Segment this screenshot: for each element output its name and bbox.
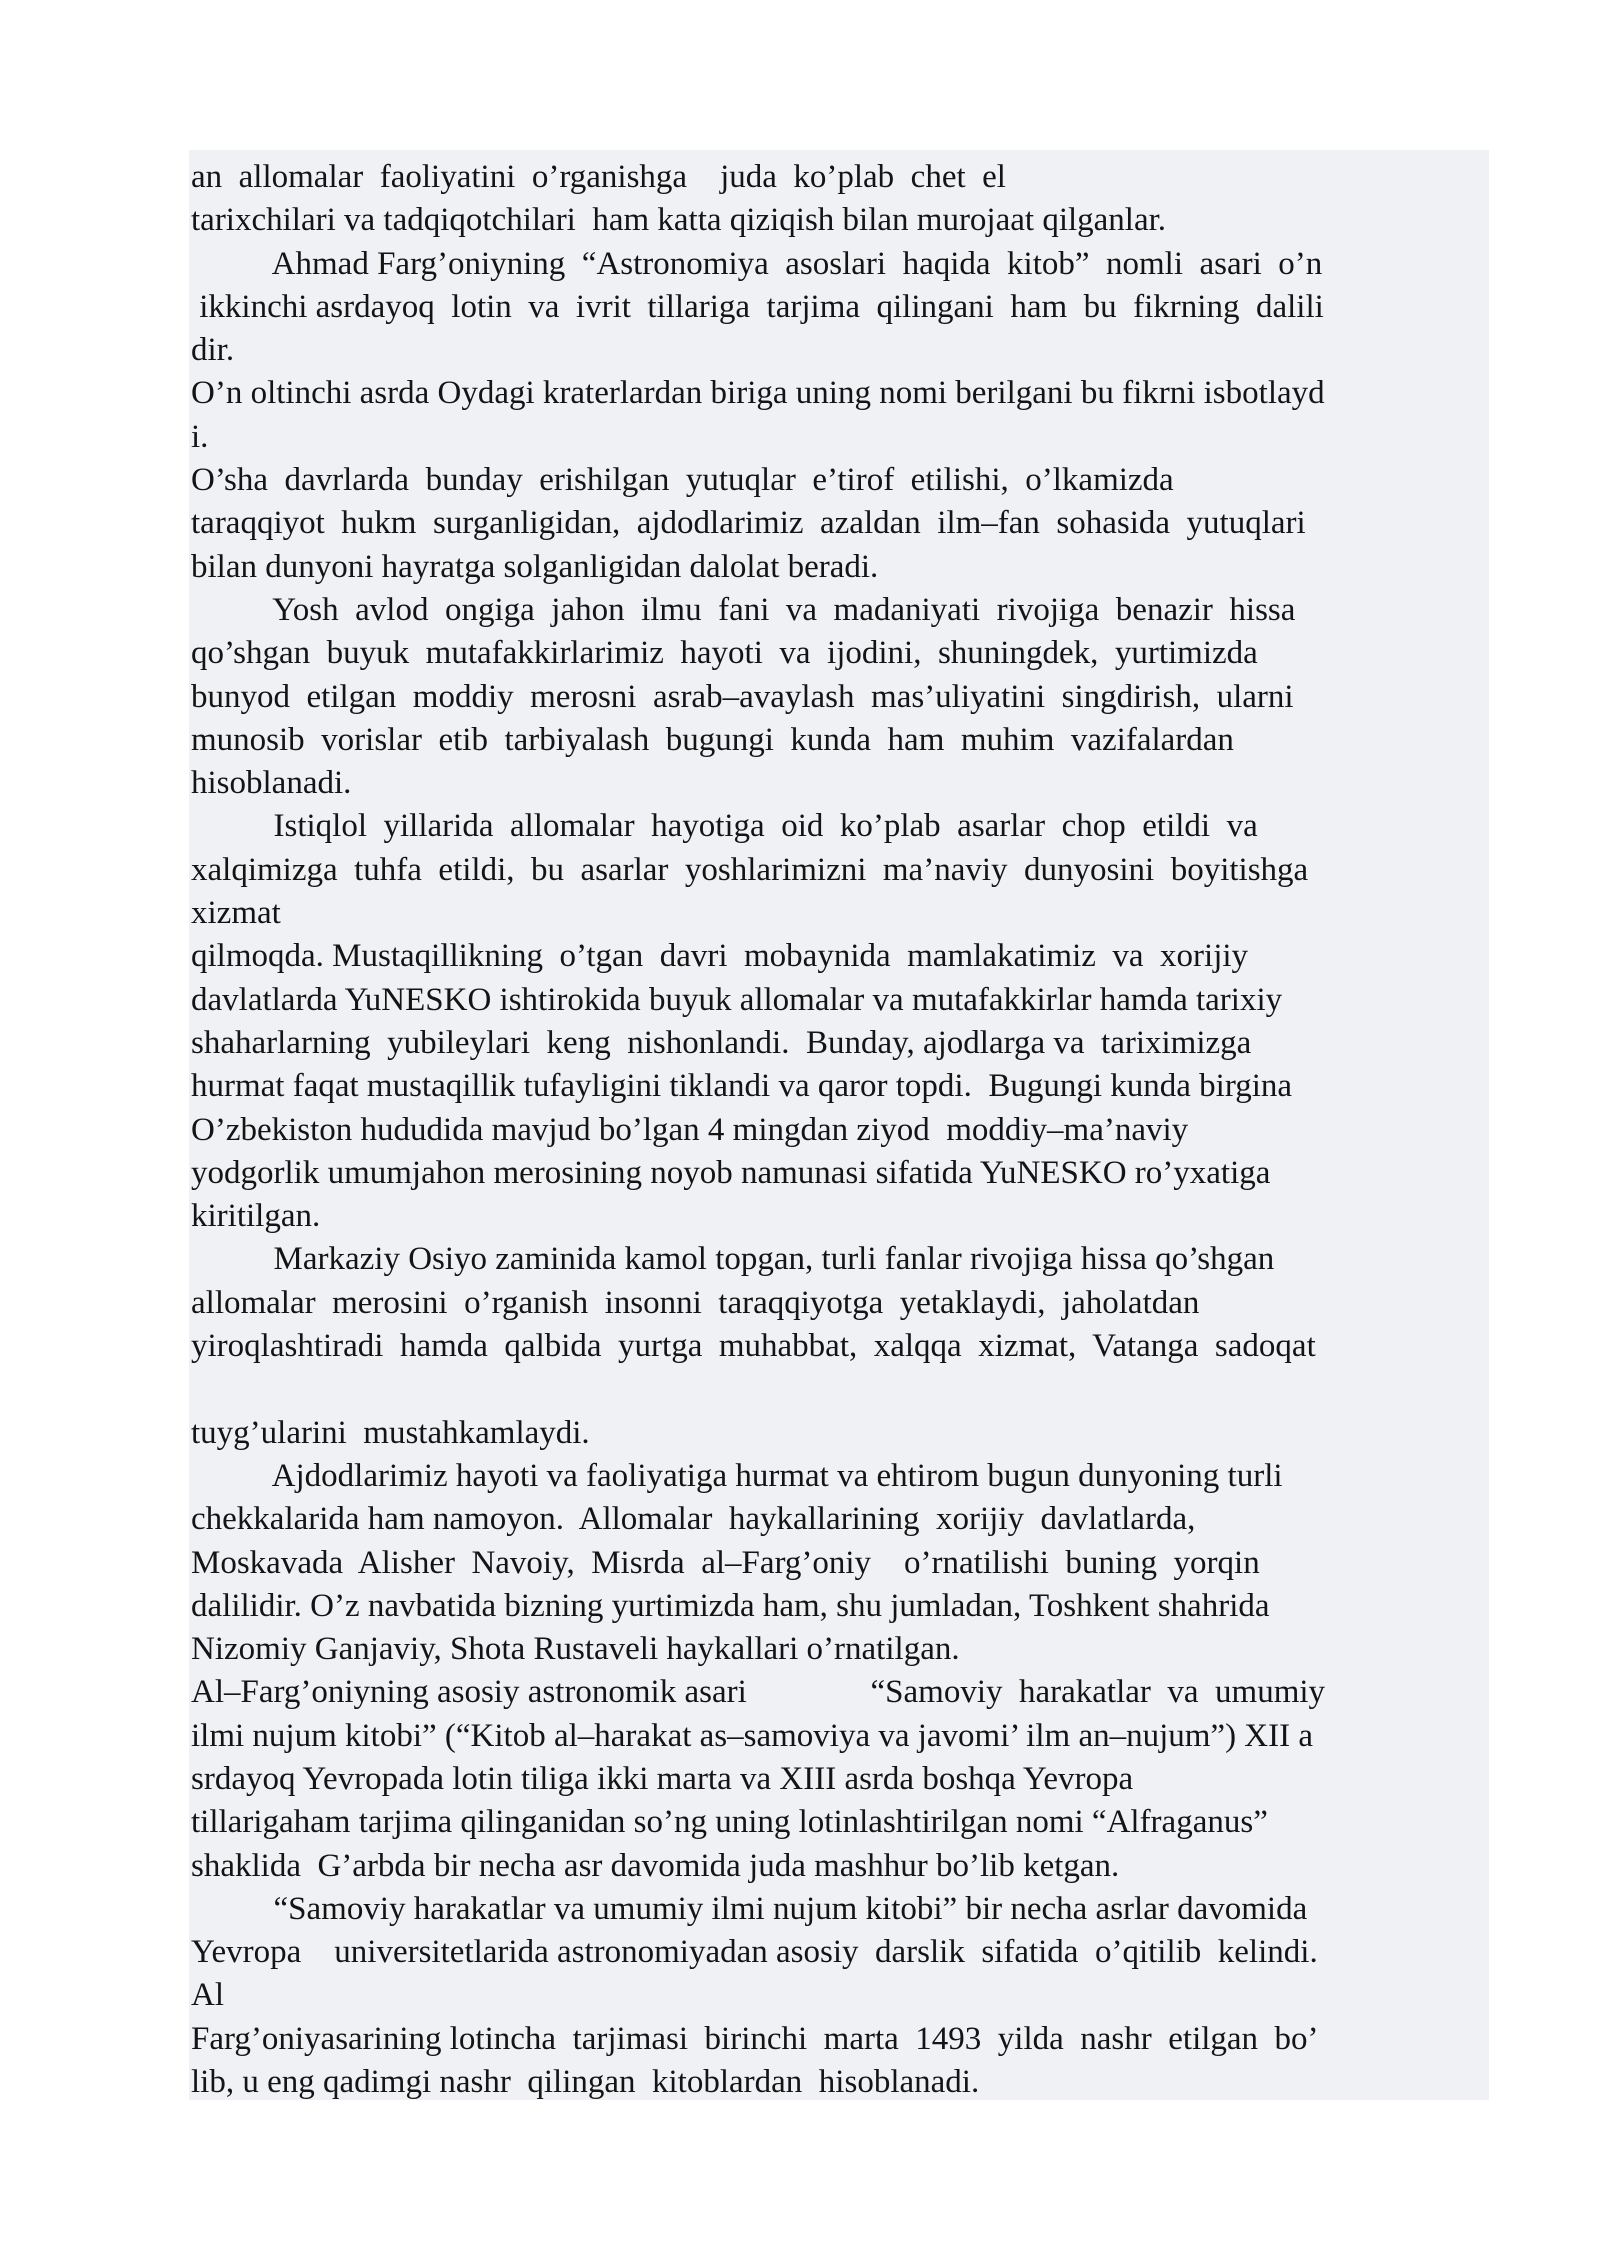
text-line: O’sha davrlarda bunday erishilgan yutuqlar e’tirof etilishi, o’lkamizda	[191, 462, 1174, 499]
text-line: Yevropa universitetlarida astronomiyadan asosiy darslik sifatida o’qitilib kelindi.	[191, 1934, 1318, 1971]
text-line: Ajdodlarimiz hayoti va faoliyatiga hurmat va ehtirom bugun dunyoning turli	[191, 1457, 1283, 1494]
text-line: dir.	[191, 332, 235, 369]
text-line: xizmat	[191, 895, 281, 932]
text-line: bunyod etilgan moddiy merosni asrab–avaylash mas’uliyatini singdirish, ularni	[191, 678, 1294, 715]
text-line: Moskavada Alisher Navoiy, Misrda al–Farg’oniy o’rnatilishi buning yorqin	[191, 1544, 1260, 1581]
text-line: dalilidir. O’z navbatida bizning yurtimizda ham, shu jumladan, Toshkent shahrida	[191, 1587, 1270, 1624]
text-line: srdayoq Yevropada lotin tiliga ikki marta va XIII asrda boshqa Yevropa	[191, 1760, 1134, 1797]
text-line: shaklida G’arbda bir necha asr davomida juda mashhur bo’lib ketgan.	[191, 1847, 1120, 1884]
text-line: chekkalarida ham namoyon. Allomalar haykallarining xorijiy davlatlarda,	[191, 1501, 1196, 1538]
text-line: an allomalar faoliyatini o’rganishga juda ko’plab chet el	[191, 159, 1006, 195]
text-line: “Samoviy harakatlar va umumiy ilmi nujum kitobi” bir necha asrlar davomida	[191, 1890, 1308, 1927]
text-line: tuyg’ularini mustahkamlaydi.	[191, 1414, 590, 1451]
text-line: Markaziy Osiyo zaminida kamol topgan, turli fanlar rivojiga hissa qo’shgan	[191, 1241, 1275, 1278]
text-line: yodgorlik umumjahon merosining noyob namunasi sifatida YuNESKO ro’yxatiga	[191, 1154, 1271, 1191]
text-line: Istiqlol yillarida allomalar hayotiga oid ko’plab asarlar chop etildi va	[191, 808, 1258, 845]
text-line: xalqimizga tuhfa etildi, bu asarlar yoshlarimizni ma’naviy dunyosini boyitishga	[191, 851, 1309, 888]
text-line: qilmoqda. Mustaqillikning o’tgan davri mobaynida mamlakatimiz va xorijiy	[191, 938, 1249, 975]
text-line: Al	[191, 1977, 224, 2014]
document-body	[191, 156, 1489, 2104]
text-line: Yosh avlod ongiga jahon ilmu fani va madaniyati rivojiga benazir hissa	[191, 591, 1296, 628]
text-line: taraqqiyot hukm surganligidan, ajdodlarimiz azaldan ilm–fan sohasida yutuqlari	[191, 505, 1306, 542]
text-line: tillarigaham tarjima qilinganidan so’ng uning lotinlashtirilgan nomi “Alfraganus”	[191, 1804, 1268, 1841]
text-line: ikkinchi asrdayoq lotin va ivrit tillariga tarjima qilingani ham bu fikrning dalili	[191, 288, 1324, 325]
text-line: Farg’oniyasarining lotincha tarjimasi birinchi marta 1493 yilda nashr etilgan bo’	[191, 2020, 1319, 2057]
text-line: i.	[191, 418, 209, 455]
text-line: qo’shgan buyuk mutafakkirlarimiz hayoti va ijodini, shuningdek, yurtimizda	[191, 635, 1258, 672]
text-line: hurmat faqat mustaqillik tufayligini tiklandi va qaror topdi. Bugungi kunda birgina	[191, 1068, 1293, 1105]
blank-line	[191, 1368, 1489, 1411]
text-line: munosib vorislar etib tarbiyalash bugungi kunda ham muhim vazifalardan	[191, 721, 1234, 758]
text-line: hisoblanadi.	[191, 765, 352, 802]
text-line: O’zbekiston hududida mavjud bo’lgan 4 mingdan ziyod moddiy–ma’naviy	[191, 1111, 1189, 1148]
text-line: kiritilgan.	[191, 1198, 321, 1235]
text-line: Al–Farg’oniyning asosiy astronomik asari “Samoviy harakatlar va umumiy	[191, 1674, 1326, 1711]
text-line: lib, u eng qadimgi nashr qilingan kitoblardan hisoblanadi.	[191, 2064, 980, 2101]
text-line: Nizomiy Ganjaviy, Shota Rustaveli haykallari o’rnatilgan.	[191, 1631, 960, 1668]
text-line: Ahmad Farg’oniyning “Astronomiya asoslari haqida kitob” nomli asari o’n	[191, 245, 1323, 282]
text-line: O’n oltinchi asrda Oydagi kraterlardan biriga uning nomi berilgani bu fikrni isbotlayd	[191, 375, 1325, 412]
text-line: shaharlarning yubileylari keng nishonlandi. Bunday, ajodlarga va tariximizga	[191, 1024, 1252, 1061]
text-line: yiroqlashtiradi hamda qalbida yurtga muhabbat, xalqqa xizmat, Vatanga sadoqat	[191, 1328, 1316, 1365]
text-line: davlatlarda YuNESKO ishtirokida buyuk allomalar va mutafakkirlar hamda tarixiy	[191, 981, 1283, 1018]
text-line: tarixchilari va tadqiqotchilari ham katta qiziqish bilan murojaat qilganlar.	[191, 202, 1167, 239]
text-line: allomalar merosini o’rganish insonni taraqqiyotga yetaklaydi, jaholatdan	[191, 1284, 1200, 1321]
text-line: bilan dunyoni hayratga solganligidan dalolat beradi.	[191, 548, 879, 585]
text-line: ilmi nujum kitobi” (“Kitob al–harakat as–samoviya va javomi’ ilm an–nujum”) XII a	[191, 1717, 1314, 1754]
